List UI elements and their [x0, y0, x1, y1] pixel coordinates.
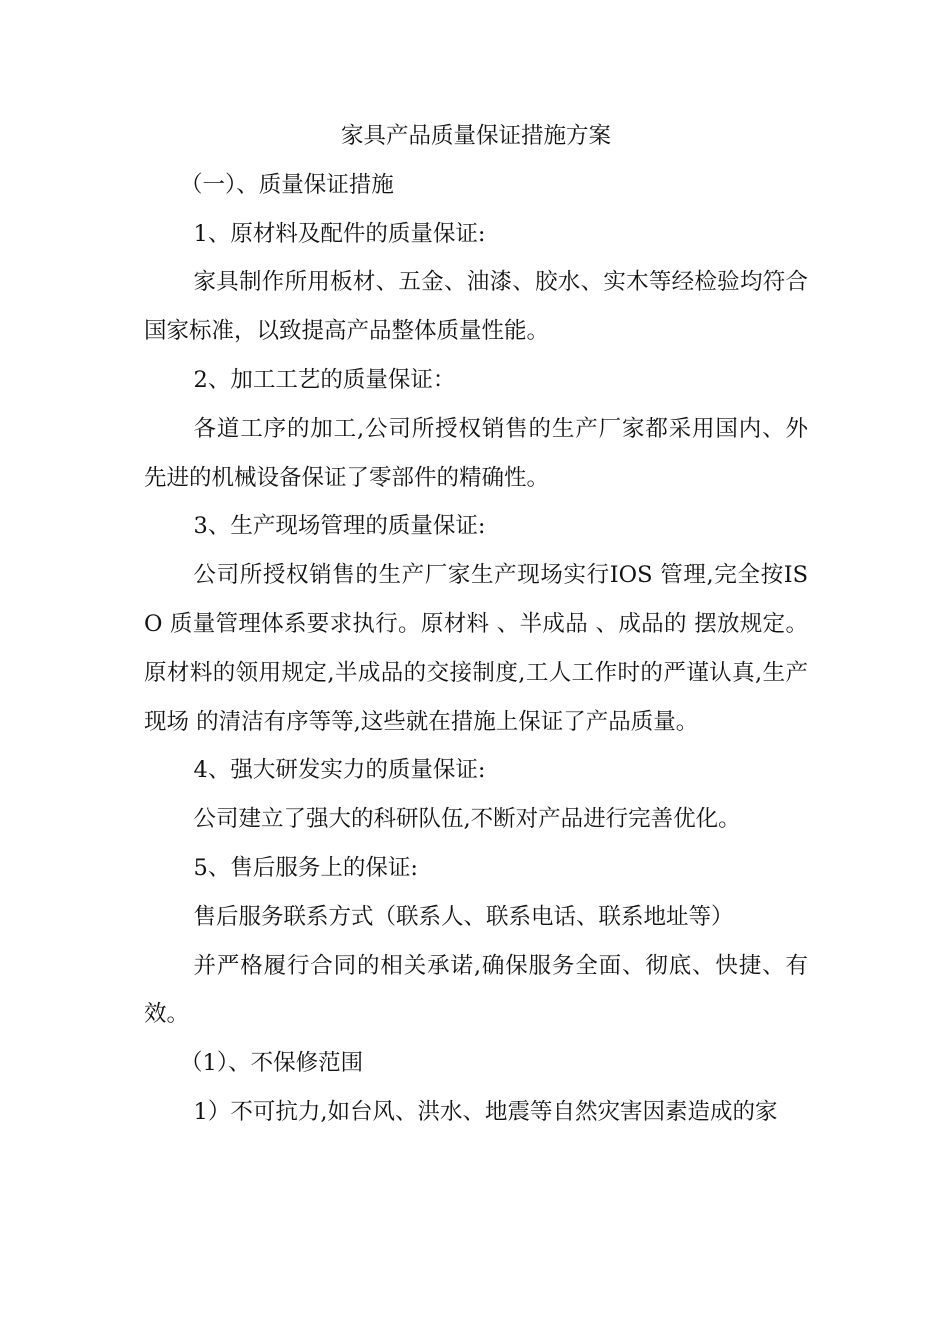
document-body: [144, 112, 808, 1137]
item-heading-after-sales: 5、售后服务上的保证:: [193, 854, 418, 881]
paragraph-rnd: 公司建立了强大的科研队伍,不断对产品进行完善优化。: [193, 806, 741, 833]
item-heading-raw-materials: 1、原材料及配件的质量保证:: [193, 220, 486, 247]
paragraph-after-sales-contact: 售后服务联系方式（联系人、联系电话、联系地址等）: [193, 903, 734, 930]
section-heading-no-warranty: （1）、不保修范围: [180, 1050, 364, 1077]
item-heading-processing: 2、加工工艺的质量保证：: [193, 366, 456, 393]
section-heading-quality-measures: （一）、质量保证措施: [180, 171, 394, 198]
paragraph-processing: 各道工序的加工,公司所授权销售的生产厂家都采用国内、外先进的机械设备保证了零部件的精确性。: [144, 415, 808, 491]
document-title: 家具产品质量保证措施方案: [340, 123, 611, 149]
paragraph-after-sales-commitment: 并严格履行合同的相关承诺,确保服务全面、彻底、快捷、有效。: [144, 952, 808, 1028]
item-heading-site-management: 3、生产现场管理的质量保证:: [193, 513, 486, 540]
paragraph-force-majeure: 1）不可抗力,如台风、洪水、地震等自然灾害因素造成的家: [193, 1098, 778, 1125]
item-heading-rnd: 4、强大研发实力的质量保证:: [193, 757, 486, 784]
paragraph-raw-materials: 家具制作所用板材、五金、油漆、胶水、实木等经检验均符合国家标准，以致提高产品整体质量性能。: [144, 269, 808, 345]
paragraph-site-management: 公司所授权销售的生产厂家生产现场实行IOS 管理,完全按ISO 质量管理体系要求执行。原材料 、半成品 、成品的 摆放规定。原材料的领用规定,半成品的交接制度,工人工作时的严谨认真,生产现场 的清洁有序等等,这些就在措施上保证了产品质量。: [144, 562, 808, 735]
